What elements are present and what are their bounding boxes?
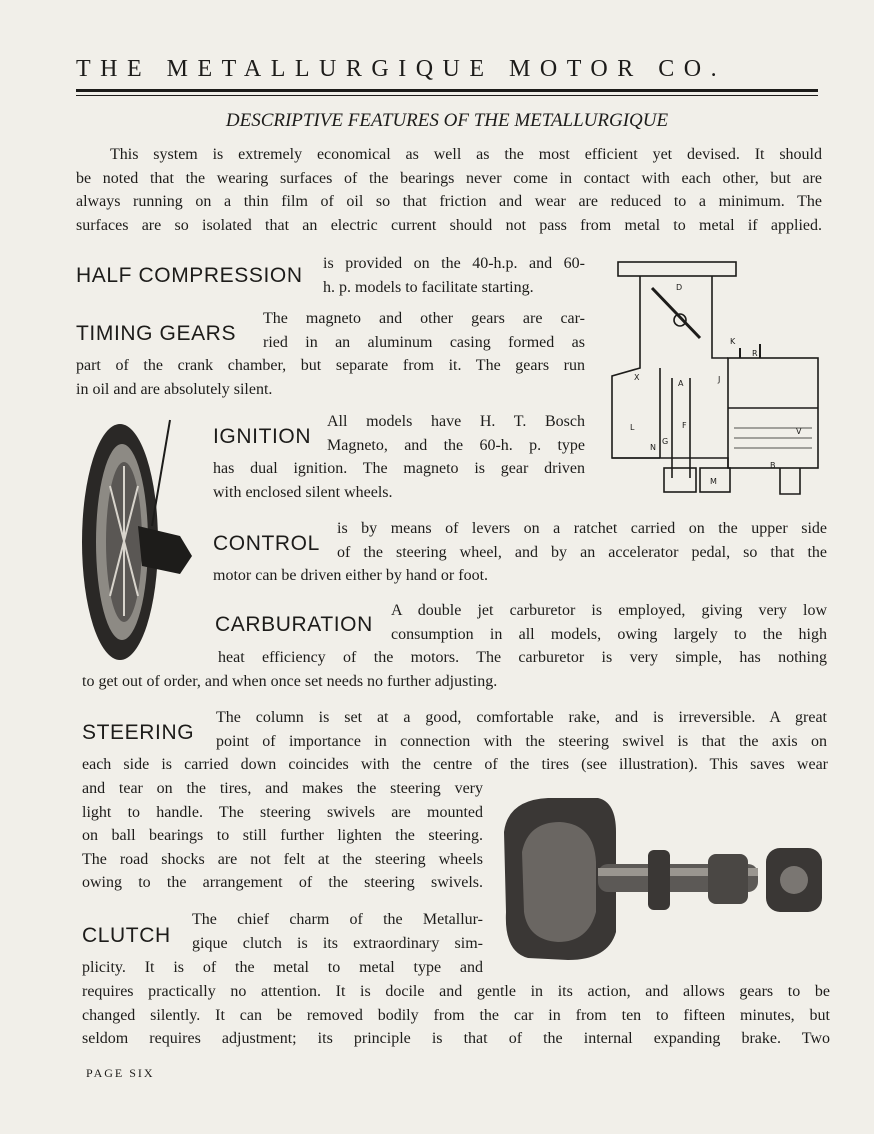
- heading-steering: STEERING: [82, 721, 195, 744]
- steering-text: [216, 706, 827, 753]
- intro-line: always running on a thin film of oil so that friction and wear are reduced to a minimum. The: [76, 193, 822, 210]
- label-d: D: [676, 283, 683, 292]
- label-k: K: [730, 337, 736, 346]
- text-line: All models have H. T. Bosch: [327, 413, 585, 430]
- text-line: owing to the arrangement of the steering swivels.: [82, 874, 483, 891]
- text-line: heat efficiency of the motors. The carburetor is very simple, has nothing: [218, 649, 827, 666]
- intro-line: be noted that the wearing surfaces of the bearings never come in contact with each other, but are: [76, 169, 822, 187]
- intro-line: This system is extremely economical as well as the most efficient yet devised. It should: [110, 146, 822, 163]
- label-l: L: [630, 423, 635, 432]
- section-title: DESCRIPTIVE FEATURES OF THE METALLURGIQUE: [225, 110, 669, 131]
- heading-half-compression: HALF COMPRESSION: [76, 264, 303, 287]
- carburation-text-cont: [218, 646, 827, 670]
- text-line: on ball bearings to still further lighten the steering.: [82, 827, 483, 844]
- text-line: of the steering wheel, and by an accelerator pedal, so that the: [337, 543, 827, 561]
- text-line: point of importance in connection with the steering swivel is that the axis on: [216, 732, 827, 750]
- text-line: changed silently. It can be removed bodily from the car in from ten to fifteen minutes, but: [82, 1006, 830, 1024]
- text-line: motor can be driven either by hand or foot.: [213, 567, 489, 584]
- wheel-illustration: [80, 416, 202, 666]
- ignition-text-cont: [213, 457, 585, 504]
- label-x: X: [634, 373, 640, 382]
- label-j: J: [718, 375, 721, 384]
- text-line: is by means of levers on a ratchet carried on the upper side: [337, 520, 827, 537]
- control-text-cont: [213, 564, 827, 588]
- heading-clutch: CLUTCH: [82, 924, 171, 947]
- timing-gears-text: [263, 307, 585, 354]
- steering-text-cont: [82, 753, 828, 777]
- text-line: plicity. It is of the metal to metal type and: [82, 959, 483, 976]
- label-v: V: [796, 427, 802, 436]
- label-b: B: [770, 461, 776, 470]
- clutch-text: [192, 908, 483, 955]
- text-line: ried in an aluminum casing formed as: [263, 333, 585, 351]
- ignition-text: [327, 410, 585, 457]
- label-g: G: [662, 437, 669, 446]
- control-text: [337, 517, 827, 564]
- text-line: The magneto and other gears are car-: [263, 310, 585, 327]
- label-f: F: [682, 421, 687, 430]
- text-line: part of the crank chamber, but separate from it. The gears run: [76, 357, 585, 374]
- text-line: Magneto, and the 60-h. p. type: [327, 436, 585, 454]
- text-line: h. p. models to facilitate starting.: [323, 278, 534, 296]
- steering-text-cont2: [82, 777, 483, 895]
- text-line: A double jet carburetor is employed, giving very low: [391, 602, 827, 619]
- clutch-text-cont2: [82, 980, 830, 1051]
- text-line: each side is carried down coincides with the centre of the tires (see illustration). This saves wear: [82, 756, 828, 773]
- clutch-text-cont: [82, 956, 483, 980]
- text-line: with enclosed silent wheels.: [213, 483, 393, 501]
- text-line: consumption in all models, owing largely to the high: [391, 625, 827, 643]
- header-rule-thick: [76, 89, 818, 92]
- header-rule-thin: [76, 95, 818, 96]
- text-line: seldom requires adjustment; its principle is that of the internal expanding brake. Two: [82, 1030, 830, 1047]
- text-line: and tear on the tires, and makes the steering very: [82, 780, 483, 797]
- heading-timing-gears: TIMING GEARS: [76, 322, 237, 345]
- half-compression-text: [323, 252, 585, 299]
- carburetor-diagram: [600, 258, 822, 500]
- text-line: gique clutch is its extraordinary sim-: [192, 934, 483, 952]
- heading-ignition: IGNITION: [213, 425, 312, 448]
- heading-carburation: CARBURATION: [215, 613, 373, 636]
- text-line: requires practically no attention. It is docile and gentle in its action, and allows gears to be: [82, 983, 830, 1000]
- page-footer: PAGE SIX: [86, 1066, 155, 1080]
- label-m: M: [710, 477, 717, 486]
- timing-gears-text-cont: [76, 354, 585, 401]
- carburation-text: [391, 599, 827, 646]
- text-line: The road shocks are not felt at the steering wheels: [82, 850, 483, 868]
- text-line: has dual ignition. The magneto is gear driven: [213, 460, 585, 477]
- intro-paragraph: [76, 143, 822, 237]
- text-line: The column is set at a good, comfortable rake, and is irreversible. A great: [216, 709, 827, 726]
- text-line: light to handle. The steering swivels are mounted: [82, 803, 483, 821]
- text-line: The chief charm of the Metallur-: [192, 911, 483, 928]
- steering-swivel-illustration: [498, 792, 830, 964]
- text-line: to get out of order, and when once set needs no further adjusting.: [82, 673, 498, 690]
- intro-line: surfaces are so isolated that an electric current should not pass from metal to metal if applied.: [76, 216, 822, 234]
- text-line: is provided on the 40-h.p. and 60-: [323, 255, 585, 272]
- carburation-text-cont2: [82, 670, 827, 694]
- label-r: R: [752, 349, 758, 358]
- label-a: A: [678, 379, 684, 388]
- heading-control: CONTROL: [213, 532, 320, 555]
- text-line: in oil and are absolutely silent.: [76, 380, 273, 398]
- running-header: THE METALLURGIQUE MOTOR CO.: [76, 56, 727, 82]
- label-n: N: [650, 443, 656, 452]
